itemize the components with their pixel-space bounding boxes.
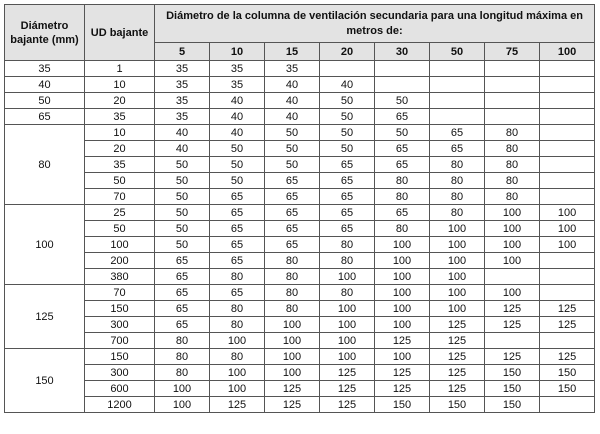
value-cell: 65 <box>320 205 375 221</box>
value-cell: 65 <box>265 205 320 221</box>
value-cell: 50 <box>210 157 265 173</box>
value-cell: 65 <box>375 109 430 125</box>
value-cell <box>540 125 595 141</box>
value-cell: 65 <box>155 285 210 301</box>
value-cell: 100 <box>430 269 485 285</box>
table-row <box>5 237 595 253</box>
value-cell: 50 <box>155 189 210 205</box>
value-cell: 125 <box>540 317 595 333</box>
value-cell: 100 <box>375 285 430 301</box>
value-cell: 65 <box>375 157 430 173</box>
value-cell: 65 <box>430 141 485 157</box>
value-cell: 40 <box>210 93 265 109</box>
value-cell: 125 <box>430 365 485 381</box>
header-ud-bajante: UD bajante <box>85 5 155 61</box>
table-row <box>5 269 595 285</box>
value-cell: 65 <box>265 221 320 237</box>
value-cell: 35 <box>155 109 210 125</box>
value-cell <box>430 93 485 109</box>
value-cell <box>375 77 430 93</box>
ventilation-table <box>4 4 595 413</box>
value-cell: 125 <box>430 317 485 333</box>
table-body <box>5 61 595 413</box>
table-row <box>5 253 595 269</box>
value-cell: 65 <box>155 269 210 285</box>
value-cell: 125 <box>430 381 485 397</box>
value-cell: 40 <box>265 77 320 93</box>
value-cell: 100 <box>320 301 375 317</box>
value-cell: 80 <box>430 157 485 173</box>
value-cell <box>540 77 595 93</box>
value-cell: 65 <box>210 253 265 269</box>
value-cell: 80 <box>375 221 430 237</box>
value-cell: 100 <box>320 333 375 349</box>
value-cell: 125 <box>320 397 375 413</box>
header-length-15: 15 <box>265 43 320 61</box>
value-cell: 65 <box>375 205 430 221</box>
value-cell: 65 <box>375 141 430 157</box>
value-cell <box>485 61 540 77</box>
value-cell <box>540 61 595 77</box>
ud-cell: 10 <box>85 125 155 141</box>
header-length-50: 50 <box>430 43 485 61</box>
value-cell: 40 <box>155 141 210 157</box>
value-cell: 65 <box>155 253 210 269</box>
value-cell: 35 <box>155 61 210 77</box>
value-cell: 65 <box>265 173 320 189</box>
value-cell: 50 <box>155 157 210 173</box>
value-cell <box>540 173 595 189</box>
value-cell: 150 <box>485 365 540 381</box>
value-cell <box>540 189 595 205</box>
table-row <box>5 333 595 349</box>
value-cell <box>540 253 595 269</box>
value-cell: 50 <box>155 237 210 253</box>
value-cell: 125 <box>320 365 375 381</box>
header-length-75: 75 <box>485 43 540 61</box>
value-cell: 100 <box>320 269 375 285</box>
value-cell: 100 <box>265 333 320 349</box>
ud-cell: 70 <box>85 285 155 301</box>
value-cell: 35 <box>210 77 265 93</box>
value-cell: 125 <box>265 397 320 413</box>
diametro-cell: 35 <box>5 61 85 77</box>
value-cell: 50 <box>265 141 320 157</box>
table-row <box>5 397 595 413</box>
ud-cell: 25 <box>85 205 155 221</box>
value-cell: 100 <box>430 301 485 317</box>
value-cell: 125 <box>430 333 485 349</box>
value-cell <box>540 269 595 285</box>
ud-cell: 600 <box>85 381 155 397</box>
value-cell: 100 <box>375 269 430 285</box>
value-cell: 100 <box>485 221 540 237</box>
value-cell: 100 <box>375 237 430 253</box>
value-cell: 100 <box>540 205 595 221</box>
value-cell: 35 <box>155 93 210 109</box>
table-row <box>5 301 595 317</box>
value-cell: 80 <box>430 189 485 205</box>
value-cell: 50 <box>155 173 210 189</box>
value-cell: 150 <box>375 397 430 413</box>
ud-cell: 150 <box>85 301 155 317</box>
value-cell: 65 <box>265 189 320 205</box>
table-row <box>5 365 595 381</box>
value-cell: 125 <box>375 381 430 397</box>
ud-cell: 200 <box>85 253 155 269</box>
value-cell: 40 <box>265 93 320 109</box>
ud-cell: 70 <box>85 189 155 205</box>
ud-cell: 300 <box>85 317 155 333</box>
value-cell: 40 <box>210 109 265 125</box>
table-row <box>5 77 595 93</box>
diametro-cell: 125 <box>5 285 85 349</box>
value-cell: 65 <box>210 285 265 301</box>
value-cell <box>540 397 595 413</box>
diametro-cell: 80 <box>5 125 85 205</box>
value-cell: 80 <box>485 141 540 157</box>
value-cell: 80 <box>320 237 375 253</box>
header-length-30: 30 <box>375 43 430 61</box>
value-cell: 40 <box>320 77 375 93</box>
value-cell: 100 <box>210 365 265 381</box>
value-cell: 80 <box>155 349 210 365</box>
value-cell: 125 <box>485 317 540 333</box>
diametro-cell: 150 <box>5 349 85 413</box>
value-cell: 65 <box>320 173 375 189</box>
value-cell: 80 <box>210 349 265 365</box>
value-cell <box>430 109 485 125</box>
value-cell: 50 <box>210 173 265 189</box>
value-cell <box>430 61 485 77</box>
value-cell: 80 <box>210 269 265 285</box>
value-cell: 65 <box>155 301 210 317</box>
diametro-cell: 100 <box>5 205 85 285</box>
value-cell: 100 <box>155 381 210 397</box>
header-main-title: Diámetro de la columna de ventilación secundaria para una longitud máxima en metros de: <box>155 5 595 43</box>
value-cell: 125 <box>485 301 540 317</box>
value-cell: 50 <box>320 109 375 125</box>
value-cell: 100 <box>320 317 375 333</box>
value-cell: 80 <box>485 125 540 141</box>
value-cell: 65 <box>430 125 485 141</box>
value-cell: 150 <box>485 397 540 413</box>
diametro-cell: 65 <box>5 109 85 125</box>
value-cell: 35 <box>265 61 320 77</box>
value-cell: 150 <box>540 365 595 381</box>
value-cell <box>540 109 595 125</box>
diametro-cell: 40 <box>5 77 85 93</box>
value-cell: 40 <box>265 109 320 125</box>
value-cell <box>485 333 540 349</box>
ud-cell: 50 <box>85 221 155 237</box>
value-cell <box>320 61 375 77</box>
table-row <box>5 189 595 205</box>
value-cell: 65 <box>210 221 265 237</box>
ud-cell: 10 <box>85 77 155 93</box>
value-cell: 150 <box>430 397 485 413</box>
value-cell: 100 <box>265 317 320 333</box>
value-cell <box>375 61 430 77</box>
value-cell: 150 <box>540 381 595 397</box>
value-cell: 80 <box>265 285 320 301</box>
value-cell: 40 <box>155 125 210 141</box>
value-cell: 100 <box>430 237 485 253</box>
header-length-10: 10 <box>210 43 265 61</box>
header-length-20: 20 <box>320 43 375 61</box>
value-cell: 100 <box>430 285 485 301</box>
value-cell: 80 <box>485 189 540 205</box>
value-cell: 50 <box>320 141 375 157</box>
value-cell: 125 <box>265 381 320 397</box>
value-cell: 100 <box>485 205 540 221</box>
value-cell: 80 <box>430 205 485 221</box>
value-cell: 35 <box>210 61 265 77</box>
value-cell: 80 <box>375 173 430 189</box>
value-cell: 100 <box>485 237 540 253</box>
ud-cell: 1 <box>85 61 155 77</box>
value-cell: 50 <box>265 157 320 173</box>
value-cell: 100 <box>265 349 320 365</box>
ud-cell: 300 <box>85 365 155 381</box>
value-cell: 125 <box>375 365 430 381</box>
table-row <box>5 61 595 77</box>
value-cell: 125 <box>375 333 430 349</box>
value-cell: 80 <box>265 301 320 317</box>
ud-cell: 700 <box>85 333 155 349</box>
value-cell: 80 <box>485 173 540 189</box>
value-cell <box>540 333 595 349</box>
ud-cell: 20 <box>85 93 155 109</box>
value-cell: 125 <box>210 397 265 413</box>
header-diametro-bajante: Diámetro bajante (mm) <box>5 5 85 61</box>
value-cell: 100 <box>540 237 595 253</box>
value-cell: 80 <box>320 253 375 269</box>
value-cell: 40 <box>210 125 265 141</box>
table-row <box>5 205 595 221</box>
value-cell: 100 <box>320 349 375 365</box>
value-cell: 100 <box>210 333 265 349</box>
value-cell <box>485 93 540 109</box>
value-cell: 125 <box>430 349 485 365</box>
value-cell: 125 <box>540 349 595 365</box>
value-cell <box>540 285 595 301</box>
table-row <box>5 157 595 173</box>
header-length-5: 5 <box>155 43 210 61</box>
table-row <box>5 221 595 237</box>
table-row <box>5 381 595 397</box>
value-cell: 80 <box>210 301 265 317</box>
ud-cell: 1200 <box>85 397 155 413</box>
value-cell: 100 <box>155 397 210 413</box>
value-cell: 125 <box>540 301 595 317</box>
value-cell: 35 <box>155 77 210 93</box>
ud-cell: 35 <box>85 157 155 173</box>
value-cell: 100 <box>375 301 430 317</box>
value-cell: 65 <box>320 157 375 173</box>
table-row <box>5 93 595 109</box>
table-row <box>5 285 595 301</box>
value-cell: 80 <box>265 269 320 285</box>
value-cell: 100 <box>430 221 485 237</box>
table-row <box>5 349 595 365</box>
ud-cell: 380 <box>85 269 155 285</box>
value-cell: 100 <box>485 253 540 269</box>
value-cell: 65 <box>320 189 375 205</box>
value-cell: 50 <box>375 93 430 109</box>
value-cell: 65 <box>265 237 320 253</box>
value-cell: 80 <box>155 365 210 381</box>
value-cell: 80 <box>375 189 430 205</box>
value-cell <box>485 269 540 285</box>
value-cell: 50 <box>320 93 375 109</box>
value-cell: 100 <box>210 381 265 397</box>
value-cell: 65 <box>155 317 210 333</box>
value-cell: 65 <box>210 237 265 253</box>
value-cell: 80 <box>485 157 540 173</box>
ud-cell: 50 <box>85 173 155 189</box>
table-row <box>5 173 595 189</box>
header-length-100: 100 <box>540 43 595 61</box>
value-cell: 80 <box>210 317 265 333</box>
value-cell: 80 <box>155 333 210 349</box>
value-cell: 50 <box>155 221 210 237</box>
value-cell: 100 <box>375 349 430 365</box>
table-row <box>5 317 595 333</box>
ud-cell: 20 <box>85 141 155 157</box>
ud-cell: 35 <box>85 109 155 125</box>
value-cell: 100 <box>265 365 320 381</box>
value-cell: 125 <box>485 349 540 365</box>
value-cell <box>430 77 485 93</box>
diametro-cell: 50 <box>5 93 85 109</box>
value-cell <box>540 93 595 109</box>
ud-cell: 150 <box>85 349 155 365</box>
value-cell: 50 <box>320 125 375 141</box>
value-cell: 80 <box>320 285 375 301</box>
table-row <box>5 125 595 141</box>
value-cell: 100 <box>485 285 540 301</box>
value-cell <box>485 77 540 93</box>
value-cell: 65 <box>320 221 375 237</box>
value-cell <box>485 109 540 125</box>
value-cell: 50 <box>155 205 210 221</box>
value-cell: 50 <box>375 125 430 141</box>
value-cell <box>540 141 595 157</box>
value-cell <box>540 157 595 173</box>
table-row <box>5 109 595 125</box>
table-row <box>5 141 595 157</box>
value-cell: 150 <box>485 381 540 397</box>
value-cell: 80 <box>430 173 485 189</box>
value-cell: 65 <box>210 189 265 205</box>
value-cell: 100 <box>430 253 485 269</box>
value-cell: 125 <box>320 381 375 397</box>
value-cell: 100 <box>540 221 595 237</box>
value-cell: 50 <box>210 141 265 157</box>
value-cell: 65 <box>210 205 265 221</box>
value-cell: 100 <box>375 317 430 333</box>
ud-cell: 100 <box>85 237 155 253</box>
value-cell: 50 <box>265 125 320 141</box>
value-cell: 80 <box>265 253 320 269</box>
value-cell: 100 <box>375 253 430 269</box>
